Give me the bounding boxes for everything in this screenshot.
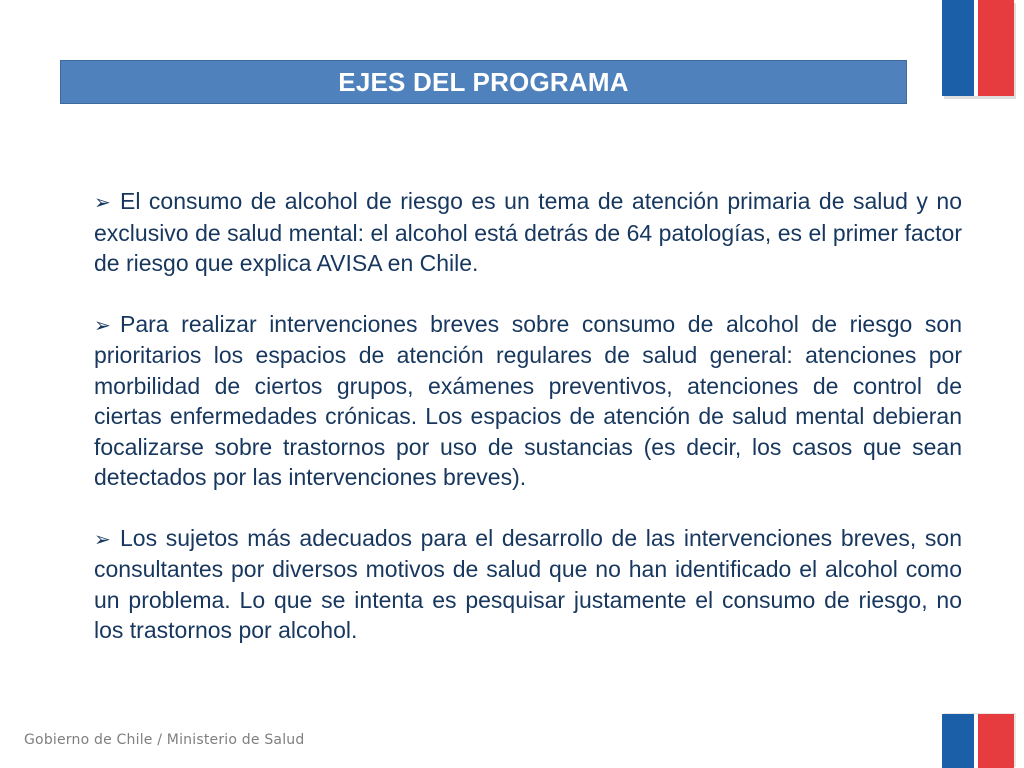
page-title: EJES DEL PROGRAMA [338, 66, 629, 97]
chile-flag-stripes-icon [942, 0, 1014, 96]
flag-blue-stripe [942, 714, 974, 768]
flag-red-stripe [978, 714, 1014, 768]
title-banner [60, 60, 907, 104]
footer-text: Gobierno de Chile / Ministerio de Salud [24, 732, 305, 748]
paragraph-text: El consumo de alcohol de riesgo es un tema de atención primaria de salud y no exclusivo de salud mental: el alcohol está detrás de 64 patologías, es el primer factor de riesgo que explica AVISA en Chile. [94, 188, 962, 276]
flag-blue-stripe [942, 0, 974, 96]
bullet-paragraph-1 [94, 186, 962, 279]
arrow-bullet-icon: ➢ [94, 312, 111, 337]
bullet-paragraph-2 [94, 309, 962, 493]
arrow-bullet-icon: ➢ [94, 526, 111, 551]
chile-flag-stripes-icon [942, 714, 1014, 768]
flag-red-stripe [978, 0, 1014, 96]
main-content [94, 186, 962, 676]
arrow-bullet-icon: ➢ [94, 190, 111, 214]
paragraph-text: Los sujetos más adecuados para el desarrollo de las intervenciones breves, son consultantes por diversos motivos de salud que no han identificado el alcohol como un problema. Lo que se intenta es pesquisar justamente el consumo de riesgo, no los trastornos por alcohol. [94, 524, 962, 643]
paragraph-text: Para realizar intervenciones breves sobre consumo de alcohol de riesgo son prioritarios los espacios de atención regulares de salud general: atenciones por morbilidad de ciertos grupos, exámenes preventivos, atenciones de control de ciertas enfermedades crónicas. Los espacios de atención de salud mental debieran focalizarse sobre trastornos por uso de sustancias (es decir, los casos que sean detectados por las intervenciones breves). [94, 310, 962, 490]
bullet-paragraph-3 [94, 523, 962, 646]
